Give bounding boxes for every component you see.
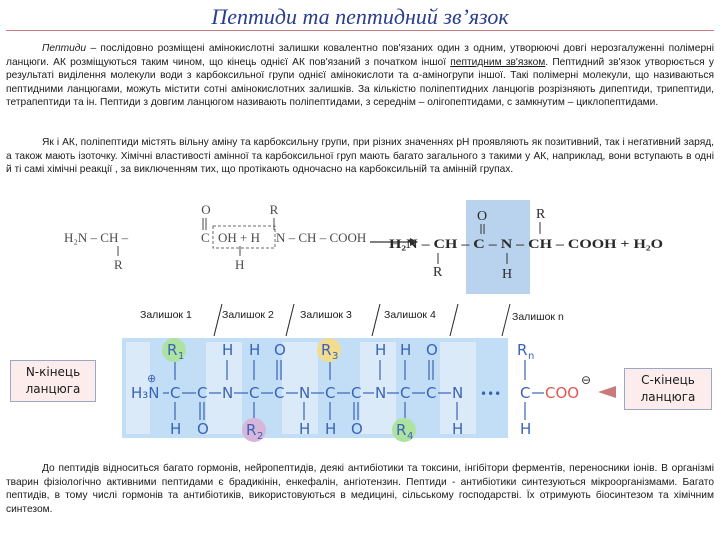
r2-index: 2 xyxy=(257,431,264,442)
residue-label-2: Залишок 2 xyxy=(222,309,274,321)
carbonyl-o-2: O xyxy=(274,341,286,359)
product-oxygen: O xyxy=(477,209,488,224)
alpha-h-4: H xyxy=(400,341,412,359)
amide-h-2: H xyxy=(299,420,311,438)
alpha-h-1: H xyxy=(170,420,182,438)
paragraph-biological-role xyxy=(6,462,714,516)
amide-h-3: H xyxy=(375,341,387,359)
carbonyl-carbon-1: C xyxy=(201,230,210,245)
carbonyl-c-2: C xyxy=(274,384,285,402)
reactant-second-amino: N – CH – COOH xyxy=(276,230,367,245)
paragraph-definition xyxy=(6,42,714,110)
alpha-h-n: H xyxy=(520,420,532,438)
side-chain-r-1: R xyxy=(114,257,123,272)
amide-h-1: H xyxy=(222,341,234,359)
amide-n-2: N xyxy=(299,384,311,402)
carbonyl-o-3: O xyxy=(351,420,363,438)
c-terminal-carboxylate: COO xyxy=(545,384,580,402)
r4-label: R xyxy=(396,421,407,439)
residue-dividers xyxy=(0,300,720,340)
chain-continuation: ••• xyxy=(480,387,502,401)
reaction-scheme xyxy=(0,196,720,296)
definition-text-a: – послідовно розміщені амінокислотні залишки ковалентно пов'язаних один з одним, утворюючі довгі нерозгалуженні полімерні ланцюги. АК розміщуються таким чином, що кінець однієї АК пов'язаний з початком іншої xyxy=(6,43,714,68)
peptide-chain-diagram xyxy=(0,336,720,446)
amide-h-4: H xyxy=(452,420,464,438)
alpha-h-3: H xyxy=(325,420,337,438)
residue-label-n: Залишок n xyxy=(512,311,564,323)
product-side-chain-1: R xyxy=(433,265,443,280)
alpha-carbon-n: C xyxy=(520,384,531,402)
alpha-carbon-1: C xyxy=(170,384,181,402)
biological-role-text: До пептидів відноситься багато гормонів, нейропептидів, деякі антибіотики та токсини, інгібітори ферментів, переносники іонів. В організмі тварин фізіологічно активними пептидами є брадикінін, енкефалін, ангіотензин. Пептиди - антибіотики синтезуються мікроорганізмами. Багато пептидів, в тому числі гормонів та антибіотиків, використовуються в медицині, сільському господарстві. Їх отримують біосинтезом та хімічним синтезом. xyxy=(6,463,714,515)
residue-label-1: Залишок 1 xyxy=(140,309,192,321)
negative-charge: ⊖ xyxy=(581,373,592,387)
amide-n-1: N xyxy=(222,384,234,402)
amide-n-4: N xyxy=(452,384,464,402)
carbonyl-oxygen-1: O xyxy=(201,202,211,217)
properties-text: Як і АК, поліпептиди містять вільну аміну та карбоксильну групи, при різних значеннях pH проявляють як позитивний, так і негативний заряд, а також мають ізоточку. Хімічні властивості амінної та карбоксильної груп мають багато загального з такими у АК, наприклад, вони вступають в одні й ті самі хімічні реакції , за виключенням тих, що протікають одночасно на карбоксильній та амінній групах. xyxy=(6,137,714,176)
product-equation: H₂N – CH – C – N – CH – COOH + H₂O xyxy=(389,236,663,251)
term-peptides: Пептиди xyxy=(42,43,87,54)
page-title: Пептиди та пептидний зв’язок xyxy=(211,4,509,29)
product-amide-hydrogen: H xyxy=(502,267,513,282)
residue-label-3: Залишок 3 xyxy=(300,309,352,321)
r3-index: 3 xyxy=(332,351,339,362)
alpha-carbon-2: C xyxy=(249,384,260,402)
r2-label: R xyxy=(246,421,257,439)
r1-label: R xyxy=(167,341,178,359)
reactant-amino-part: H₂N – CH – xyxy=(64,230,129,245)
rn-label: R xyxy=(517,341,528,359)
definition-text-b: . Пептидний зв'язок утворюється у результаті виділення молекули води з карбоксильної групи однієї амінокислоти та α-аміногрупи іншої. Такі полімерні молекули, що називаються пептидними ланцюгами, можуть містити сотні амінокислотних залишків. За кількістю поліпептидних ланцюгів розрізняють дипептиди, трипептиди, тетрапептиди та ін. Пептиди з довгим ланцюгом називають поліпептидами, з середнім – олігопептидами, с замкнутим – циклопептидами. xyxy=(6,56,714,109)
amino-hydrogen: H xyxy=(235,257,245,272)
carbonyl-o-1: O xyxy=(197,420,209,438)
peptide-bond-link[interactable]: пептидним зв'язком xyxy=(450,56,546,68)
alpha-carbon-3: C xyxy=(325,384,336,402)
carbonyl-c-1: C xyxy=(197,384,208,402)
alpha-h-2: H xyxy=(249,341,261,359)
paragraph-properties xyxy=(6,136,714,177)
r3-label: R xyxy=(321,341,332,359)
side-chain-r-2: R xyxy=(269,202,279,217)
n-terminus-label: N-кінець ланцюга xyxy=(10,360,96,402)
reactant-oh-h: OH + H xyxy=(218,230,260,245)
c-terminus-pointer xyxy=(598,386,616,398)
c-terminus-label: С-кінець ланцюга xyxy=(624,368,712,410)
r1-index: 1 xyxy=(178,351,185,362)
amide-n-3: N xyxy=(375,384,387,402)
carbonyl-c-4: C xyxy=(426,384,437,402)
carbonyl-o-4: O xyxy=(426,341,438,359)
reactants-formula xyxy=(64,202,366,272)
product-side-chain-2: R xyxy=(536,207,546,222)
n-terminal-amine: H₃N xyxy=(131,384,160,402)
residue-label-4: Залишок 4 xyxy=(384,309,436,321)
carbonyl-c-3: C xyxy=(351,384,362,402)
alpha-carbon-4: C xyxy=(400,384,411,402)
r4-index: 4 xyxy=(407,431,414,442)
positive-charge: ⊕ xyxy=(147,372,157,385)
rn-index: n xyxy=(528,351,535,362)
title-rule xyxy=(6,30,714,31)
